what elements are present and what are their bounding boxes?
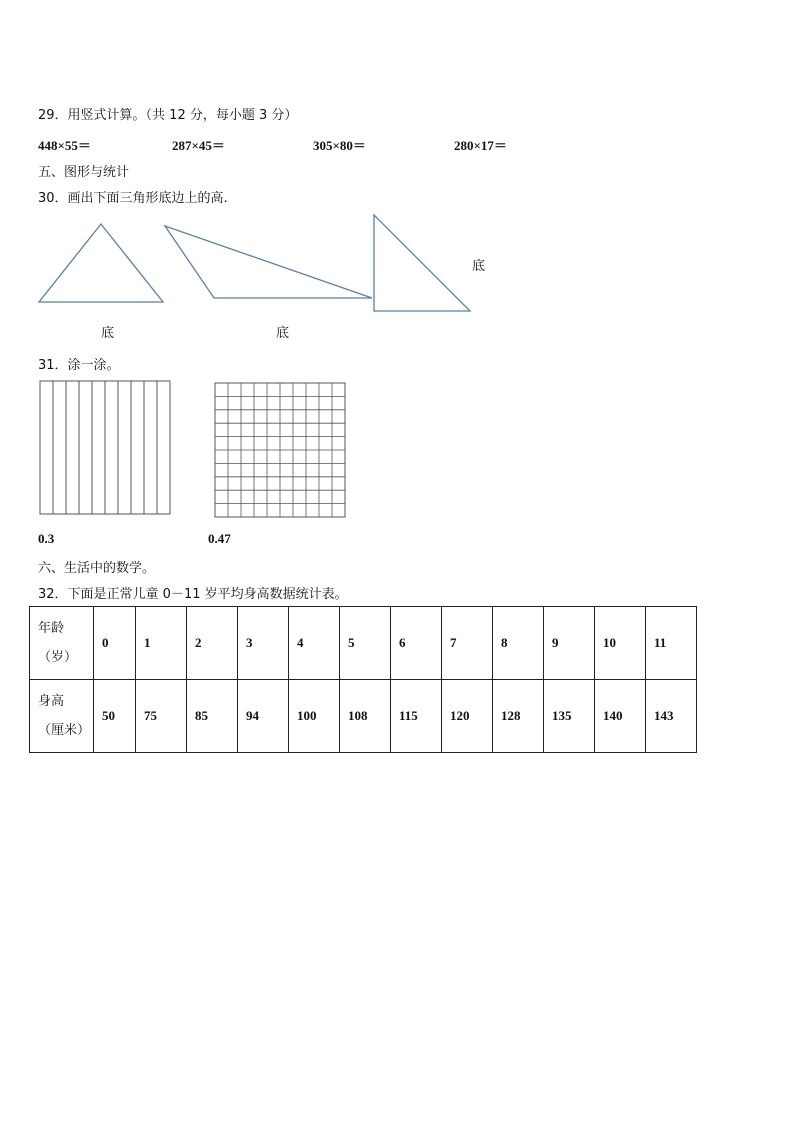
base-label-3: 底 xyxy=(472,259,486,274)
height-cell: 140 xyxy=(595,680,646,753)
age-cell: 6 xyxy=(391,607,442,680)
hundredths-grid xyxy=(215,383,345,517)
height-cell: 128 xyxy=(493,680,544,753)
base-label-2: 底 xyxy=(276,326,290,341)
age-cell: 5 xyxy=(340,607,391,680)
age-cell: 1 xyxy=(136,607,187,680)
q29-problem-3: 305×80＝ xyxy=(313,138,366,153)
section6-title: 六、生活中的数学。 xyxy=(38,561,156,576)
height-header xyxy=(30,680,94,753)
age-cell: 8 xyxy=(493,607,544,680)
height-cell: 75 xyxy=(136,680,187,753)
q31-title: 31．涂一涂。 xyxy=(38,358,120,373)
height-cell: 120 xyxy=(442,680,493,753)
age-cell: 2 xyxy=(187,607,238,680)
age-cell: 0 xyxy=(94,607,136,680)
q29-title: 29．用竖式计算。（共 12 分，每小题 3 分） xyxy=(38,108,298,123)
height-cell: 100 xyxy=(289,680,340,753)
height-cell: 143 xyxy=(646,680,697,753)
height-row xyxy=(30,680,697,753)
age-cell: 10 xyxy=(595,607,646,680)
height-cell: 50 xyxy=(94,680,136,753)
height-cell: 94 xyxy=(238,680,289,753)
q29-problem-1: 448×55＝ xyxy=(38,138,91,153)
height-header-line2: （厘米） xyxy=(38,723,91,738)
age-cell: 4 xyxy=(289,607,340,680)
age-cell: 9 xyxy=(544,607,595,680)
age-header xyxy=(30,607,94,680)
height-header-line1: 身高 xyxy=(38,694,65,709)
q30-title: 30．画出下面三角形底边上的高. xyxy=(38,191,228,206)
height-cell: 115 xyxy=(391,680,442,753)
q32-title: 32．下面是正常儿童 0－11 岁平均身高数据统计表。 xyxy=(38,587,348,602)
age-cell: 7 xyxy=(442,607,493,680)
age-row xyxy=(30,607,697,680)
section5-title: 五、图形与统计 xyxy=(38,165,130,180)
tenths-strip xyxy=(40,381,170,514)
age-header-line2: （岁） xyxy=(38,650,78,665)
height-cell: 108 xyxy=(340,680,391,753)
height-cell: 135 xyxy=(544,680,595,753)
q29-problem-2: 287×45＝ xyxy=(172,138,225,153)
age-header-line1: 年龄 xyxy=(38,621,65,636)
height-cell: 85 xyxy=(187,680,238,753)
base-label-1: 底 xyxy=(101,326,115,341)
age-cell: 3 xyxy=(238,607,289,680)
q29-problem-4: 280×17＝ xyxy=(454,138,507,153)
strip-label: 0.3 xyxy=(38,531,55,546)
age-cell: 11 xyxy=(646,607,697,680)
height-table xyxy=(29,606,697,753)
grid-label: 0.47 xyxy=(208,531,231,546)
